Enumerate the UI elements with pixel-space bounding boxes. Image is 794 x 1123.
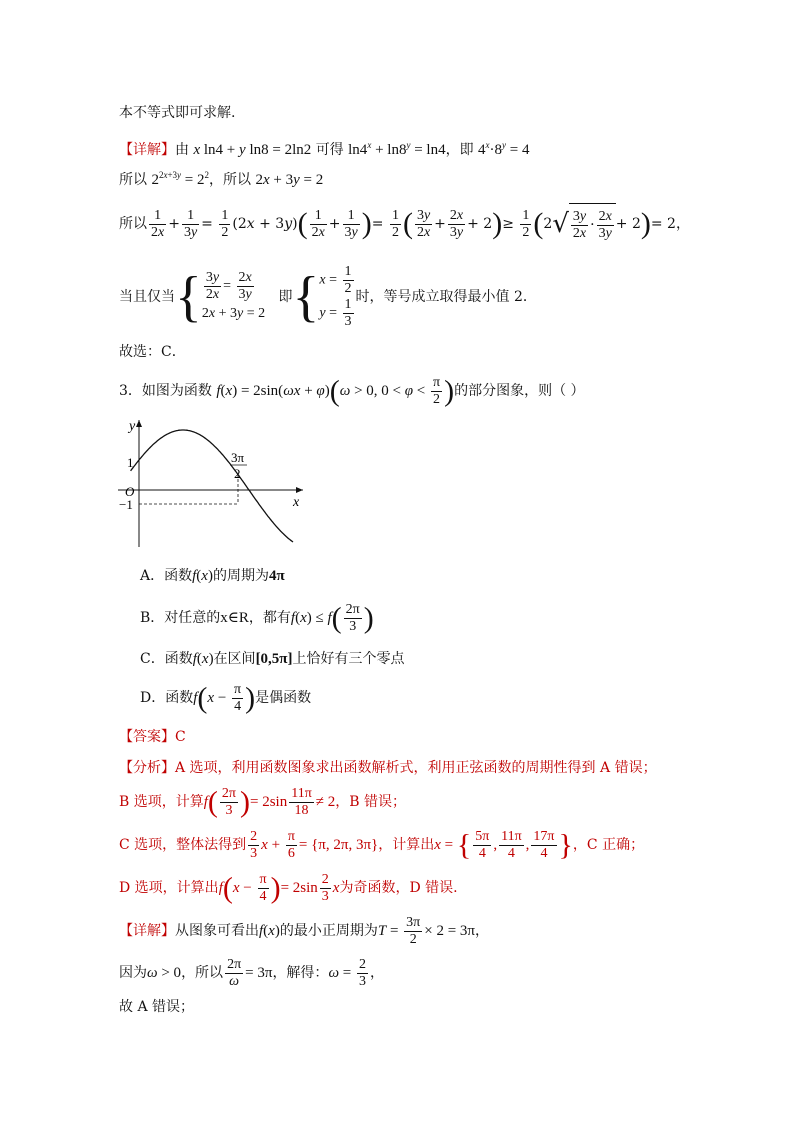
sine-curve (131, 430, 293, 542)
analysis-line-3: C 选项，整体法得到 $\frac{2}{3}$ x + $\frac{\pi}{6}$ = {π, 2π, 3π}，计算出x = { $\frac{5\pi}{4}$ , $\frac{11\pi}{4}$ , $\frac{17\pi}{4}$ }，C 正确； (119, 828, 645, 862)
function-graph (113, 412, 313, 552)
equation: x ln4 + y ln8 = 2ln2 (193, 142, 312, 158)
peak-label-den: 2 (234, 466, 241, 481)
x-axis-label: x (293, 495, 300, 510)
analysis-line-2: B 选项，计算f( $\frac{2\pi}{3}$ )= 2sin $\frac{11\pi}{18}$ ≠ 2，B 错误； (119, 785, 407, 819)
origin-label: O (125, 484, 135, 499)
y-axis-label: y (129, 419, 136, 434)
option-c[interactable]: C．函数f(x)在区间[0,5π]上恰好有三个零点 (140, 651, 405, 667)
equation: $4^x\cdot 8^y = 4$ (478, 140, 530, 158)
detail-line-2: 所以 $2^{2x+3y} = 2^2$，所以 2x + 3y = 2 (119, 170, 324, 188)
equation: 2x + 3y = 2 (255, 172, 324, 188)
detail2-line-1: 【详解】从图象可看出f(x)的最小正周期为T = $\frac{3\pi}{2}$ × 2 = 3π， (119, 915, 489, 948)
detail-line-3: 所以 $\frac{1}{2x}$ + $\frac{1}{3y}$ = $\frac{1}{2}$ (2x + 3y)( $\frac{1}{2x}$ + $\frac{1}{3y}$ )= $\frac{1}{2}$ ( $\frac{3y}{2x}$ + $\frac{2x}{3y}$ + 2)≥ $\frac{1}{2}$ (2√ $\frac{3y}{2x}$ · $\frac{2x}{3y}$ + 2)= 2， (119, 203, 690, 245)
detail-line-4: 当且仅当{ $\frac{3y}{2x}$ = $\frac{2x}{3y}$ 2x + 3y = 2 即{x = $\frac{1}{2}$ y = $\frac{1}{3}$ 时，等号成立取得最小值 2． (119, 264, 537, 329)
equation: $2^{2x+3y} = 2^2$ (151, 170, 209, 188)
answer: 【答案】C (119, 729, 186, 745)
detail-tag: 【详解】 (119, 142, 175, 158)
detail-line-1: 【详解】由 x ln4 + y ln8 = 2ln2 可得 $\ln 4^x + \ln 8^y = \ln 4$，即 $4^x\cdot 8^y = 4$ (119, 140, 530, 158)
detail2-line-2: 因为ω > 0，所以 $\frac{2\pi}{\omega}$ = 3π，解得：ω = $\frac{2}{3}$ ， (119, 957, 384, 990)
equation: $\ln 4^x + \ln 8^y = \ln 4$ (348, 140, 446, 158)
prev-ending: 本不等式即可求解. (119, 105, 236, 121)
question-stem: 3．如图为函数 f(x) = 2sin(ωx + φ)(ω > 0, 0 < φ < $\frac{\pi}{2}$ )的部分图象，则（ ） (119, 374, 585, 408)
detail2-line-3: 故 A 错误； (119, 999, 195, 1015)
analysis-line-1: 【分析】A 选项，利用函数图象求出函数解析式，利用正弦函数的周期性得到 A 错误； (119, 760, 657, 776)
option-b[interactable]: B．对任意的x∈R，都有f(x) ≤ f( $\frac{2\pi}{3}$ ) (140, 601, 374, 635)
option-a[interactable]: A．函数f(x)的周期为4π (140, 568, 285, 584)
tick-1-label: 1 (127, 455, 134, 470)
option-d[interactable]: D．函数f(x − $\frac{\pi}{4}$ )是偶函数 (140, 681, 312, 715)
tick-minus1-label: −1 (119, 497, 133, 512)
conclusion: 故选：C． (119, 344, 186, 360)
peak-label-num: 3π (231, 450, 245, 465)
analysis-line-4: D 选项，计算出f(x − $\frac{\pi}{4}$ )= 2sin $\frac{2}{3}$ x为奇函数，D 错误. (119, 871, 458, 905)
function-formula: f(x) = 2sin(ωx + φ)(ω > 0, 0 < φ < $\frac{\pi}{2}$ ) (216, 374, 455, 408)
